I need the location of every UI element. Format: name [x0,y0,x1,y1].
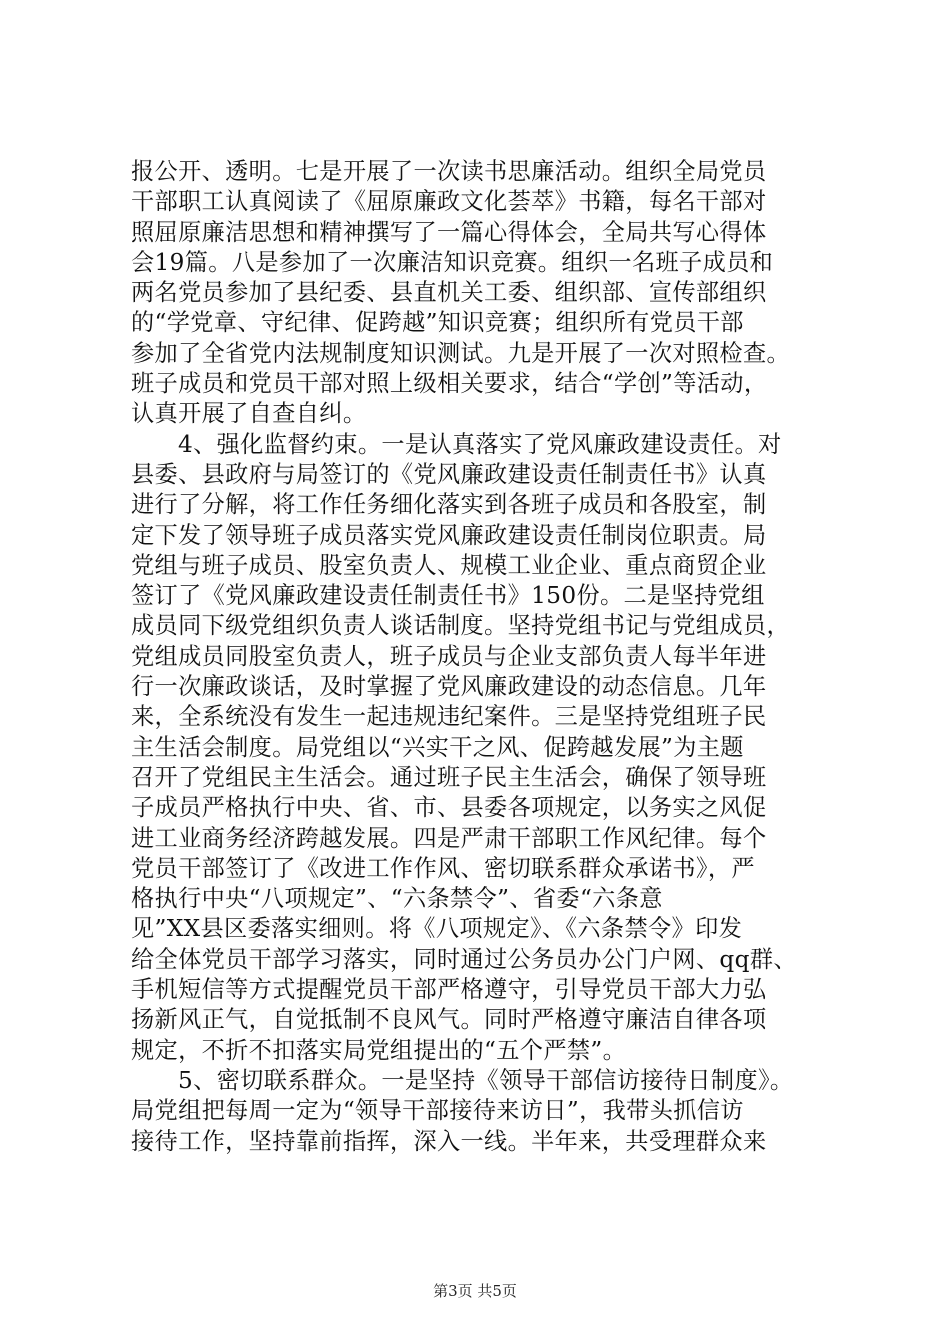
text-line: 党组与班子成员、股室负责人、规模工业企业、重点商贸企业 [131,551,767,579]
text-line: 会19篇。八是参加了一次廉洁知识竞赛。组织一名班子成员和 [131,248,774,276]
text-line: 照屈原廉洁思想和精神撰写了一篇心得体会，全局共写心得体 [131,218,767,246]
text-line: 给全体党员干部学习落实，同时通过公务员办公门户网、qq群、 [131,945,797,973]
text-line: 行一次廉政谈话，及时掌握了党风廉政建设的动态信息。几年 [131,673,767,701]
text-line: 局党组把每周一定为“领导干部接待来访日”，我带头抓信访 [131,1097,744,1125]
text-line: 党组成员同股室负责人，班子成员与企业支部负责人每半年进 [131,642,767,670]
text-line: 定下发了领导班子成员落实党风廉政建设责任制岗位职责。局 [131,521,767,549]
text-line: 参加了全省党内法规制度知识测试。九是开展了一次对照检查。 [131,339,791,367]
text-line: 5、密切联系群众。一是坚持《领导干部信访接待日制度》。 [178,1066,794,1094]
text-line: 扬新风正气，自觉抵制不良风气。同时严格遵守廉洁自律各项 [131,1006,767,1034]
document-body [131,157,831,1157]
text-line: 接待工作，坚持靠前指挥，深入一线。半年来，共受理群众来 [131,1127,767,1155]
text-line: 干部职工认真阅读了《屈原廉政文化荟萃》书籍，每名干部对 [131,188,767,216]
text-line: 4、强化监督约束。一是认真落实了党风廉政建设责任。对 [178,430,782,458]
text-line: 进工业商务经济跨越发展。四是严肃干部职工作风纪律。每个 [131,824,767,852]
text-line: 签订了《党风廉政建设责任制责任书》150份。二是坚持党组 [131,582,765,610]
text-line: 规定，不折不扣落实局党组提出的“五个严禁”。 [131,1036,627,1064]
text-line: 认真开展了自查自纠。 [131,400,367,428]
text-line: 子成员严格执行中央、省、市、县委各项规定，以务实之风促 [131,794,767,822]
text-line: 成员同下级党组织负责人谈话制度。坚持党组书记与党组成员， [131,612,791,640]
text-line: 进行了分解，将工作任务细化落实到各班子成员和各股室，制 [131,491,767,519]
text-line: 主生活会制度。局党组以“兴实干之风、促跨越发展”为主题 [131,733,744,761]
text-line: 见”XX县区委落实细则。将《八项规定》、《六条禁令》印发 [131,915,743,943]
text-line: 县委、县政府与局签订的《党风廉政建设责任制责任书》认真 [131,460,767,488]
text-line: 两名党员参加了县纪委、县直机关工委、组织部、宣传部组织 [131,279,767,307]
text-line: 手机短信等方式提醒党员干部严格遵守，引导党员干部大力弘 [131,976,767,1004]
text-line: 的“学党章、守纪律、促跨越”知识竞赛；组织所有党员干部 [131,309,744,337]
text-line: 报公开、透明。七是开展了一次读书思廉活动。组织全局党员 [131,158,767,185]
text-line: 格执行中央“八项规定”、“六条禁令”、省委“六条意 [131,885,663,913]
page-footer: 第3页 共5页 [433,1282,517,1300]
text-line: 来，全系统没有发生一起违规违纪案件。三是坚持党组班子民 [131,703,767,731]
text-line: 召开了党组民主生活会。通过班子民主生活会，确保了领导班 [131,763,767,791]
text-line: 班子成员和党员干部对照上级相关要求，结合“学创”等活动， [131,370,768,398]
text-line: 党员干部签订了《改进工作作风、密切联系群众承诺书》，严 [131,854,755,882]
